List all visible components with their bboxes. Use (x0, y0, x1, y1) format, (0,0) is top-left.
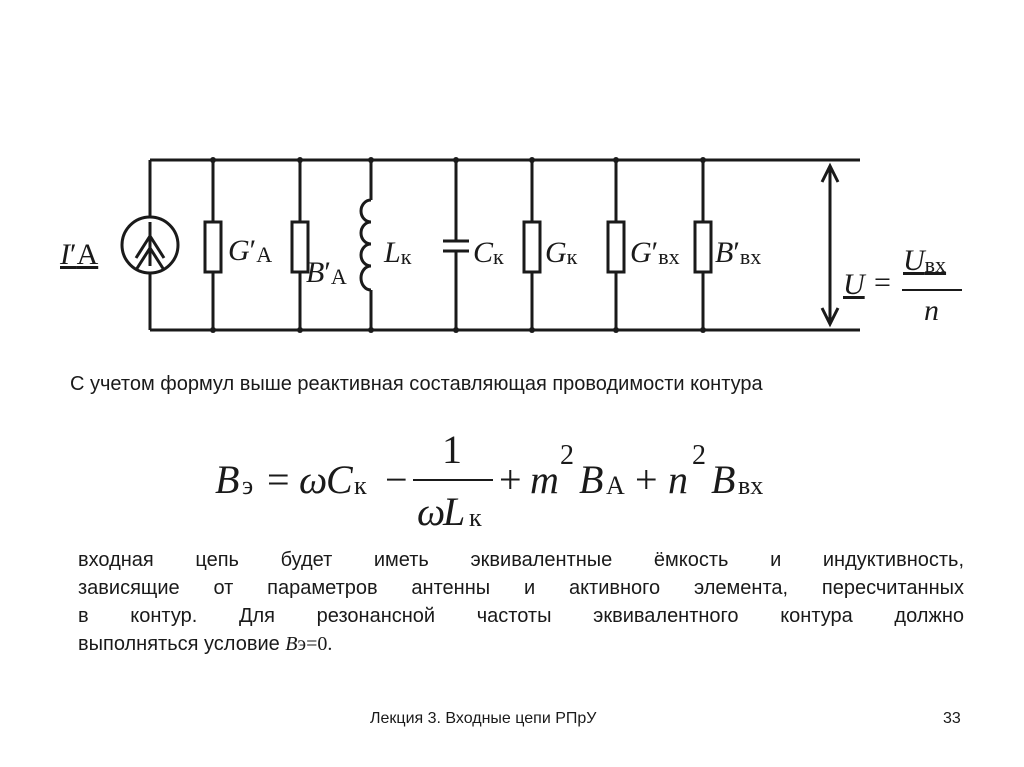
page-number: 33 (943, 710, 961, 727)
formula-plus-1: + (499, 457, 522, 502)
footer-title: Лекция 3. Входные цепи РПрУ (370, 710, 597, 727)
label-voltage-lhs: U (843, 268, 865, 301)
formula-eq: = (267, 457, 290, 502)
label-c-k: $C_к$ (473, 236, 504, 269)
paragraph-line: в контур. Для резонансной частоты эквивалентного контура должно (78, 605, 964, 627)
formula-bvx: B (711, 457, 736, 502)
formula-n: n (668, 457, 688, 502)
formula-den-l: L (443, 489, 466, 534)
formula-den-sub: к (469, 503, 482, 532)
formula-numerator: 1 (442, 427, 462, 472)
formula-c: C (326, 457, 353, 502)
formula-bvx-sub: вх (738, 471, 764, 500)
inductor-l-k (361, 200, 371, 290)
formula-fraction-bar (413, 479, 493, 481)
formula-lhs-sub: э (242, 471, 254, 500)
formula-ba-sub: А (606, 471, 625, 500)
condition-symbol: B (285, 633, 298, 655)
formula-c-sub: к (354, 471, 367, 500)
formula-minus: − (385, 457, 408, 502)
formula-ba: B (579, 457, 604, 502)
resistor-g-k (524, 222, 540, 272)
formula-m-exp: 2 (560, 440, 574, 471)
label-b-a: $B'_А$ (306, 256, 347, 289)
label-g-vx: $G'_{вх}$ (630, 236, 680, 269)
formula-omega: ω (299, 457, 328, 502)
formula-n-exp: 2 (692, 440, 706, 471)
formula-plus-2: + (635, 457, 658, 502)
label-voltage-numerator: $U_{вх}$ (903, 244, 947, 277)
condition-rest: =0. (306, 633, 333, 655)
circuit-diagram (0, 0, 1024, 360)
label-voltage-eq: = (874, 266, 891, 299)
paragraph-line: зависящие от параметров антенны и активного элемента, пересчитанных (78, 577, 964, 599)
label-voltage-denominator: n (924, 294, 939, 327)
resistor-b-vx (695, 222, 711, 272)
resistor-g-a (205, 222, 221, 272)
label-source-current: I′А (60, 238, 99, 271)
formula-lhs: B (215, 457, 240, 502)
label-g-a: $G'_А$ (228, 234, 273, 267)
condition-sub: э (297, 633, 307, 655)
reactive-conductance-formula (215, 427, 815, 540)
paragraph-line-last: выполняться условие Bэ=0. (78, 633, 333, 655)
explanation-paragraph (78, 546, 964, 658)
label-b-vx: $B'_{вх}$ (715, 236, 762, 269)
intro-sentence: С учетом формул выше реактивная составляющая проводимости контура (70, 373, 763, 395)
label-g-k: $G_к$ (545, 236, 578, 269)
formula-m: m (530, 457, 559, 502)
formula-den-omega: ω (417, 489, 446, 534)
label-l-k: $L_к$ (384, 236, 412, 269)
resistor-g-vx (608, 222, 624, 272)
paragraph-line: входная цепь будет иметь эквивалентные ёмкость и индуктивность, (78, 549, 964, 571)
